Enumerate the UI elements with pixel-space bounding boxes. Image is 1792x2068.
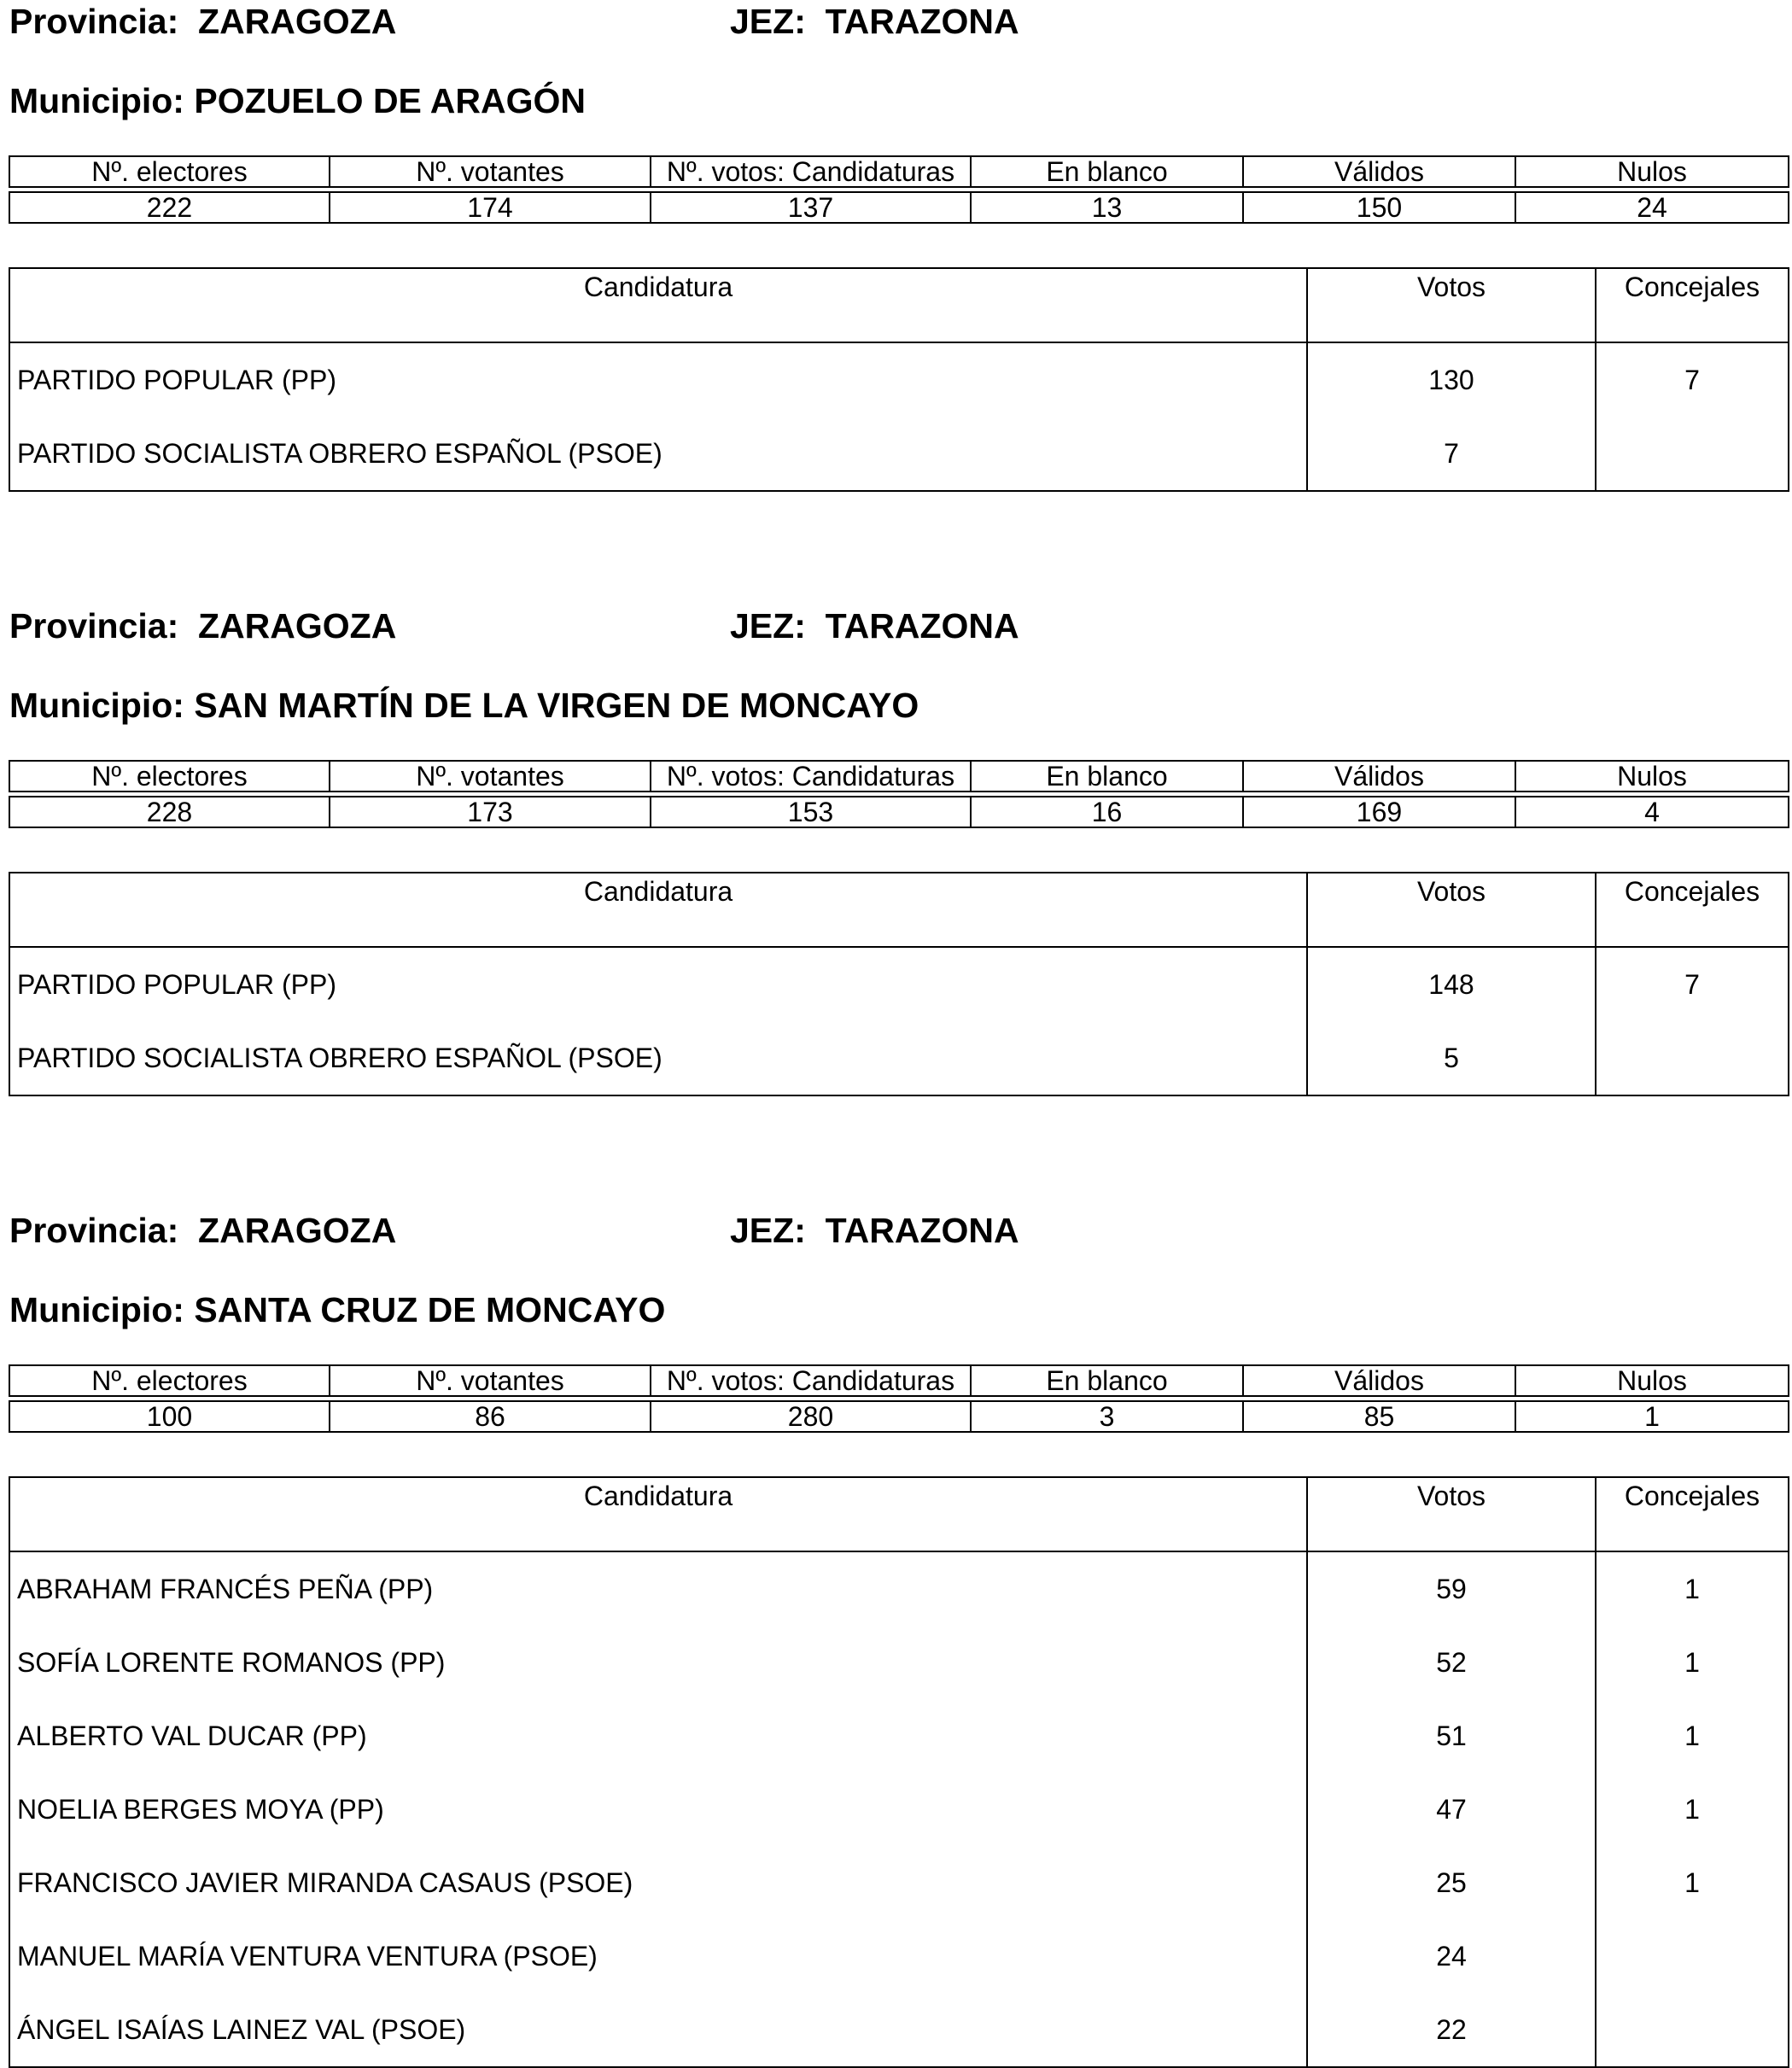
candidate-name: PARTIDO SOCIALISTA OBRERO ESPAÑOL (PSOE) bbox=[9, 1021, 1307, 1095]
candidatura-header: Candidatura bbox=[9, 873, 1307, 947]
votos-header: Votos bbox=[1307, 1477, 1596, 1551]
stats-header-votantes: Nº. votantes bbox=[330, 156, 651, 187]
stats-header-electores: Nº. electores bbox=[9, 761, 330, 792]
stats-value-row bbox=[9, 797, 1789, 827]
candidate-name: FRANCISCO JAVIER MIRANDA CASAUS (PSOE) bbox=[9, 1846, 1307, 1919]
provincia-line bbox=[9, 1212, 396, 1249]
candidate-votos: 148 bbox=[1307, 947, 1596, 1021]
stats-header-row bbox=[9, 1365, 1789, 1396]
candidate-name: ABRAHAM FRANCÉS PEÑA (PP) bbox=[9, 1551, 1307, 1626]
stats-value-votos-candidaturas: 153 bbox=[651, 797, 971, 827]
candidate-name: PARTIDO SOCIALISTA OBRERO ESPAÑOL (PSOE) bbox=[9, 417, 1307, 491]
municipio-value: POZUELO DE ARAGÓN bbox=[194, 81, 586, 120]
candidatura-header: Candidatura bbox=[9, 268, 1307, 342]
candidate-concejales bbox=[1596, 417, 1789, 491]
stats-header-row bbox=[9, 156, 1789, 187]
candidate-concejales: 1 bbox=[1596, 1551, 1789, 1626]
candidate-name: SOFÍA LORENTE ROMANOS (PP) bbox=[9, 1626, 1307, 1699]
stats-header-row bbox=[9, 761, 1789, 792]
candidate-concejales bbox=[1596, 1021, 1789, 1095]
stats-value-validos: 169 bbox=[1243, 797, 1515, 827]
candidatura-header-row bbox=[9, 873, 1789, 947]
stats-value-votantes: 86 bbox=[330, 1401, 651, 1432]
provincia-value: ZARAGOZA bbox=[198, 606, 397, 646]
provincia-value: ZARAGOZA bbox=[198, 1211, 397, 1250]
candidate-concejales: 1 bbox=[1596, 1699, 1789, 1773]
candidate-concejales: 1 bbox=[1596, 1773, 1789, 1846]
stats-header-validos: Válidos bbox=[1243, 156, 1515, 187]
stats-value-votantes: 174 bbox=[330, 192, 651, 223]
municipio-label: Municipio: bbox=[9, 1290, 184, 1329]
candidate-concejales: 1 bbox=[1596, 1626, 1789, 1699]
candidate-votos: 52 bbox=[1307, 1626, 1596, 1699]
stats-header-en-blanco: En blanco bbox=[971, 1365, 1243, 1396]
candidate-votos: 130 bbox=[1307, 342, 1596, 417]
provincia-label: Provincia: bbox=[9, 606, 179, 646]
stats-value-votos-candidaturas: 137 bbox=[651, 192, 971, 223]
stats-value-electores: 100 bbox=[9, 1401, 330, 1432]
jez-line bbox=[730, 607, 1019, 645]
stats-header-nulos: Nulos bbox=[1515, 156, 1789, 187]
stats-value-row bbox=[9, 1401, 1789, 1432]
candidate-name: PARTIDO POPULAR (PP) bbox=[9, 947, 1307, 1021]
candidate-row bbox=[9, 1551, 1789, 1626]
stats-table bbox=[9, 1364, 1789, 1433]
stats-value-votantes: 173 bbox=[330, 797, 651, 827]
candidate-votos: 7 bbox=[1307, 417, 1596, 491]
municipio-label: Municipio: bbox=[9, 81, 184, 120]
candidate-row bbox=[9, 342, 1789, 417]
stats-header-votos-candidaturas: Nº. votos: Candidaturas bbox=[651, 761, 971, 792]
jez-value: TARAZONA bbox=[825, 1211, 1019, 1250]
concejales-header: Concejales bbox=[1596, 1477, 1789, 1551]
candidate-row bbox=[9, 417, 1789, 491]
candidate-concejales: 7 bbox=[1596, 947, 1789, 1021]
candidate-concejales bbox=[1596, 1993, 1789, 2067]
provincia-line bbox=[9, 3, 396, 40]
jez-label: JEZ: bbox=[730, 1211, 806, 1250]
candidatura-header: Candidatura bbox=[9, 1477, 1307, 1551]
candidate-row bbox=[9, 1846, 1789, 1919]
candidate-votos: 59 bbox=[1307, 1551, 1596, 1626]
candidate-row bbox=[9, 947, 1789, 1021]
municipio-line bbox=[9, 686, 919, 724]
stats-header-validos: Válidos bbox=[1243, 761, 1515, 792]
candidate-name: NOELIA BERGES MOYA (PP) bbox=[9, 1773, 1307, 1846]
concejales-header: Concejales bbox=[1596, 268, 1789, 342]
stats-header-electores: Nº. electores bbox=[9, 1365, 330, 1396]
stats-value-electores: 222 bbox=[9, 192, 330, 223]
candidate-votos: 47 bbox=[1307, 1773, 1596, 1846]
municipio-label: Municipio: bbox=[9, 686, 184, 725]
stats-value-en-blanco: 3 bbox=[971, 1401, 1243, 1432]
stats-header-en-blanco: En blanco bbox=[971, 156, 1243, 187]
candidate-votos: 24 bbox=[1307, 1919, 1596, 1993]
provincia-value: ZARAGOZA bbox=[198, 2, 397, 41]
provincia-label: Provincia: bbox=[9, 1211, 179, 1250]
stats-header-votantes: Nº. votantes bbox=[330, 1365, 651, 1396]
candidate-name: PARTIDO POPULAR (PP) bbox=[9, 342, 1307, 417]
municipio-line bbox=[9, 1291, 665, 1329]
candidatura-header-row bbox=[9, 268, 1789, 342]
concejales-header: Concejales bbox=[1596, 873, 1789, 947]
stats-header-electores: Nº. electores bbox=[9, 156, 330, 187]
candidate-votos: 25 bbox=[1307, 1846, 1596, 1919]
stats-value-nulos: 1 bbox=[1515, 1401, 1789, 1432]
candidate-concejales: 1 bbox=[1596, 1846, 1789, 1919]
stats-table bbox=[9, 155, 1789, 224]
candidatura-header-row bbox=[9, 1477, 1789, 1551]
stats-header-nulos: Nulos bbox=[1515, 761, 1789, 792]
candidate-row bbox=[9, 1021, 1789, 1095]
stats-value-nulos: 24 bbox=[1515, 192, 1789, 223]
candidate-name: ÁNGEL ISAÍAS LAINEZ VAL (PSOE) bbox=[9, 1993, 1307, 2067]
stats-header-nulos: Nulos bbox=[1515, 1365, 1789, 1396]
stats-table bbox=[9, 760, 1789, 828]
candidate-row bbox=[9, 1993, 1789, 2067]
stats-value-votos-candidaturas: 280 bbox=[651, 1401, 971, 1432]
stats-value-nulos: 4 bbox=[1515, 797, 1789, 827]
municipio-line bbox=[9, 82, 586, 120]
jez-label: JEZ: bbox=[730, 2, 806, 41]
jez-value: TARAZONA bbox=[825, 2, 1019, 41]
jez-label: JEZ: bbox=[730, 606, 806, 646]
provincia-label: Provincia: bbox=[9, 2, 179, 41]
candidatura-table bbox=[9, 1476, 1789, 2068]
stats-value-validos: 150 bbox=[1243, 192, 1515, 223]
stats-value-row bbox=[9, 192, 1789, 223]
candidate-row bbox=[9, 1773, 1789, 1846]
candidate-concejales bbox=[1596, 1919, 1789, 1993]
stats-header-votantes: Nº. votantes bbox=[330, 761, 651, 792]
candidate-votos: 22 bbox=[1307, 1993, 1596, 2067]
votos-header: Votos bbox=[1307, 268, 1596, 342]
candidatura-table bbox=[9, 872, 1789, 1096]
jez-line bbox=[730, 1212, 1019, 1249]
stats-header-votos-candidaturas: Nº. votos: Candidaturas bbox=[651, 1365, 971, 1396]
candidate-votos: 5 bbox=[1307, 1021, 1596, 1095]
candidate-row bbox=[9, 1626, 1789, 1699]
jez-line bbox=[730, 3, 1019, 40]
candidate-votos: 51 bbox=[1307, 1699, 1596, 1773]
stats-value-en-blanco: 16 bbox=[971, 797, 1243, 827]
municipio-value: SANTA CRUZ DE MONCAYO bbox=[194, 1290, 666, 1329]
candidate-row bbox=[9, 1699, 1789, 1773]
municipio-value: SAN MARTÍN DE LA VIRGEN DE MONCAYO bbox=[194, 686, 919, 725]
candidatura-table bbox=[9, 267, 1789, 492]
stats-header-votos-candidaturas: Nº. votos: Candidaturas bbox=[651, 156, 971, 187]
jez-value: TARAZONA bbox=[825, 606, 1019, 646]
provincia-line bbox=[9, 607, 396, 645]
stats-value-en-blanco: 13 bbox=[971, 192, 1243, 223]
votos-header: Votos bbox=[1307, 873, 1596, 947]
stats-value-electores: 228 bbox=[9, 797, 330, 827]
candidate-concejales: 7 bbox=[1596, 342, 1789, 417]
stats-value-validos: 85 bbox=[1243, 1401, 1515, 1432]
candidate-name: ALBERTO VAL DUCAR (PP) bbox=[9, 1699, 1307, 1773]
stats-header-en-blanco: En blanco bbox=[971, 761, 1243, 792]
stats-header-validos: Válidos bbox=[1243, 1365, 1515, 1396]
candidate-name: MANUEL MARÍA VENTURA VENTURA (PSOE) bbox=[9, 1919, 1307, 1993]
candidate-row bbox=[9, 1919, 1789, 1993]
